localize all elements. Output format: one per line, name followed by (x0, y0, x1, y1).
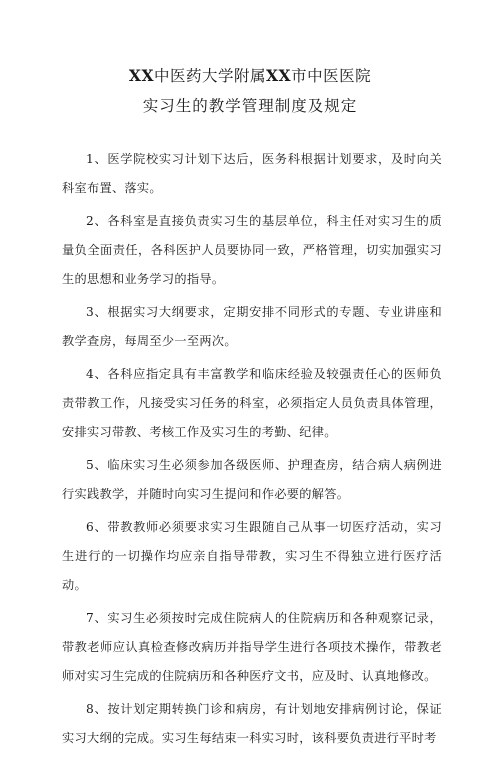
paragraph-4: 4、各科应指定具有丰富教学和临床经验及较强责任心的医师负责带教工作，凡接受实习任务的科室，必须指定人员负责具体管理，安排实习带教、考核工作及实习生的考勤、纪律。 (62, 367, 442, 439)
paragraph-2: 2、各科室是直接负责实习生的基层单位，科主任对实习生的质量负全面责任，各科医护人员要协同一致，严格管理，切实加强实习生的思想和业务学习的指导。 (62, 214, 442, 286)
paragraph-6: 6、带教教师必须要求实习生跟随自己从事一切医疗活动，实习生进行的一切操作均应亲自指导带教，实习生不得独立进行医疗活动。 (62, 520, 442, 592)
document-body (62, 145, 442, 757)
hospital-name-mid: 中医药大学附属 (153, 67, 266, 85)
hospital-name-city: XX (266, 66, 292, 85)
paragraph-1: 1、医学院校实习计划下达后，医务科根据计划要求，及时向关科室布置、落实。 (62, 152, 442, 195)
hospital-name (0, 66, 500, 86)
paragraph-8: 8、按计划定期转换门诊和病房，有计划地安排病例讨论，保证实习大纲的完成。实习生每结束一科实习时，该科要负责进行平时考 (62, 702, 442, 745)
document-title: 实习生的教学管理制度及规定 (142, 97, 358, 115)
paragraph-3: 3、根据实习大纲要求，定期安排不同形式的专题、专业讲座和教学查房，每周至少一至两次。 (62, 305, 442, 348)
hospital-name-prefix: XX (128, 66, 154, 85)
hospital-name-suffix: 市中医医院 (291, 67, 372, 85)
document-title-block (0, 66, 500, 116)
paragraph-5: 5、临床实习生必须参加各级医师、护理查房，结合病人病例进行实践教学，并随时向实习生提问和作必要的解答。 (62, 458, 442, 501)
paragraph-7: 7、实习生必须按时完成住院病人的住院病历和各种观察记录，带教老师应认真检查修改病历并指导学生进行各项技术操作，带教老师对实习生完成的住院病历和各种医疗文书，应及时、认真地修改。 (62, 611, 442, 683)
